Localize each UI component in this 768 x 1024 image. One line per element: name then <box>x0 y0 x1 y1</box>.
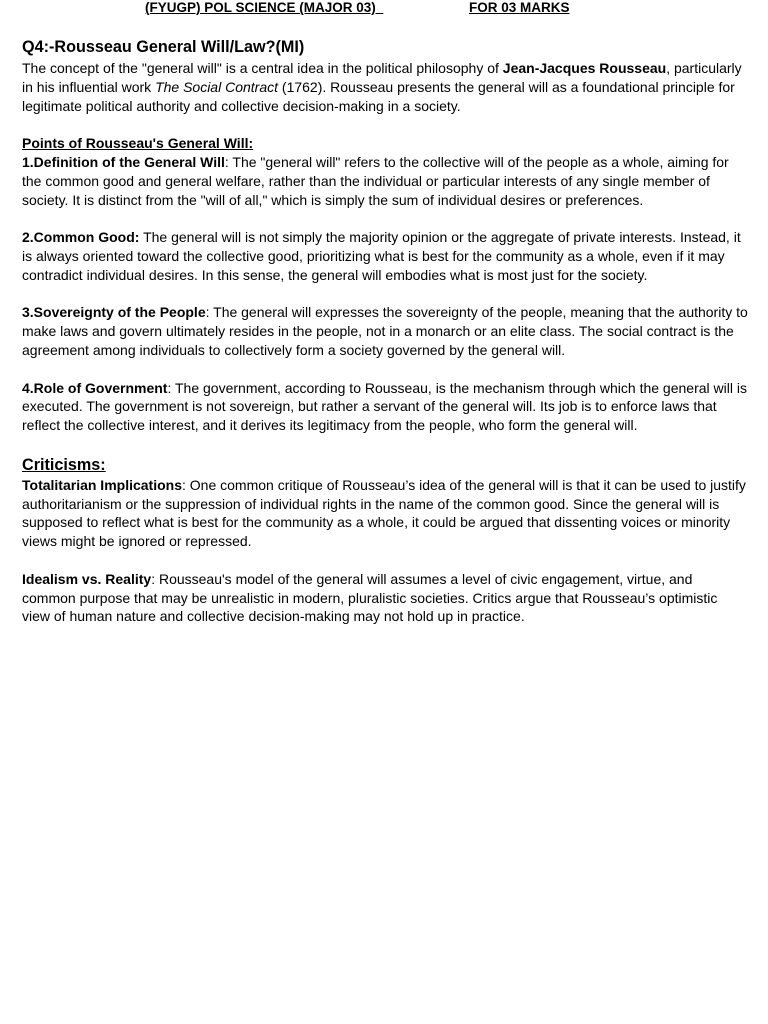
spacer <box>22 551 748 570</box>
spacer <box>22 285 748 304</box>
criticism-1-title: Totalitarian Implications <box>22 476 182 493</box>
document-body <box>22 36 748 626</box>
work-title: The Social Contract <box>155 78 279 95</box>
point-4 <box>22 379 748 435</box>
question-title: Q4:-Rousseau General Will/Law?(MI) <box>22 38 305 56</box>
spacer <box>22 115 748 134</box>
course-label: (FYUGP) POL SCIENCE (MAJOR 03) <box>145 0 384 15</box>
criticism-2 <box>22 570 748 626</box>
point-3-text: : The general will expresses the sovereignty of the people, meaning that the authority to make laws and govern ultimately resides in the people, not in a monarch or an elite class. The social contract is the agreement among individuals to collectively form a society governed by the general will. <box>22 304 748 358</box>
point-1 <box>22 153 748 209</box>
intro-paragraph <box>22 59 748 115</box>
point-3 <box>22 303 748 359</box>
spacer <box>22 209 748 228</box>
spacer <box>22 435 748 454</box>
criticism-1-text: : One common critique of Rousseau’s idea of the general will is that it can be used to justify authoritarianism or the suppression of individual rights in the name of the common good. Since the general will is supposed to reflect what is best for the community as a whole, it could be argued that dissenting voices or minority views might be ignored or repressed. <box>22 476 746 550</box>
intro-text-2: , particularly in his influential work <box>22 60 742 95</box>
page-header <box>0 0 768 18</box>
criticism-2-title: Idealism vs. Reality <box>22 570 152 587</box>
spacer <box>22 360 748 379</box>
intro-text-1: The concept of the "general will" is a central idea in the political philosophy of <box>22 60 503 76</box>
author-name: Jean-Jacques Rousseau <box>502 60 667 76</box>
point-4-title: 4.Role of Government <box>22 379 168 396</box>
point-2-title: 2.Common Good: <box>22 229 140 246</box>
criticism-2-text: : Rousseau's model of the general will assumes a level of civic engagement, virtue, and common purpose that may be unrealistic in modern, pluralistic societies. Critics argue that Rousseau’s optimistic view of human nature and collective decision-making may not hold up in practice. <box>22 570 718 625</box>
criticism-1 <box>22 476 748 551</box>
point-1-title: 1.Definition of the General Will <box>22 153 225 170</box>
point-2-text: The general will is not simply the majority opinion or the aggregate of private interests. Instead, it is always oriented toward the collective good, prioritizing what is best for the community as a whole, even if it may contradict individual desires. In this sense, the general will embodies what is most just for the society. <box>22 229 741 283</box>
points-heading: Points of Rousseau's General Will: <box>22 135 254 152</box>
point-4-text: : The government, according to Rousseau, is the mechanism through which the general will is executed. The government is not sovereign, but rather a servant of the general will. Its job is to enforce laws that reflect the collective interest, and it derives its legitimacy from the people, who form the general will. <box>22 379 747 434</box>
criticisms-heading: Criticisms: <box>22 455 106 474</box>
point-1-text: : The "general will" refers to the collective will of the people as a whole, aiming for the common good and general welfare, rather than the individual or particular interests of any single member of society. It is distinct from the "will of all," which is simply the sum of individual desires or preferences. <box>22 153 729 208</box>
intro-text-3: (1762). Rousseau presents the general will as a foundational principle for legitimate political authority and collective decision-making in a society. <box>22 78 735 114</box>
point-2 <box>22 228 748 284</box>
point-3-title: 3.Sovereignty of the People <box>22 304 206 321</box>
marks-label: FOR 03 MARKS <box>469 0 570 15</box>
